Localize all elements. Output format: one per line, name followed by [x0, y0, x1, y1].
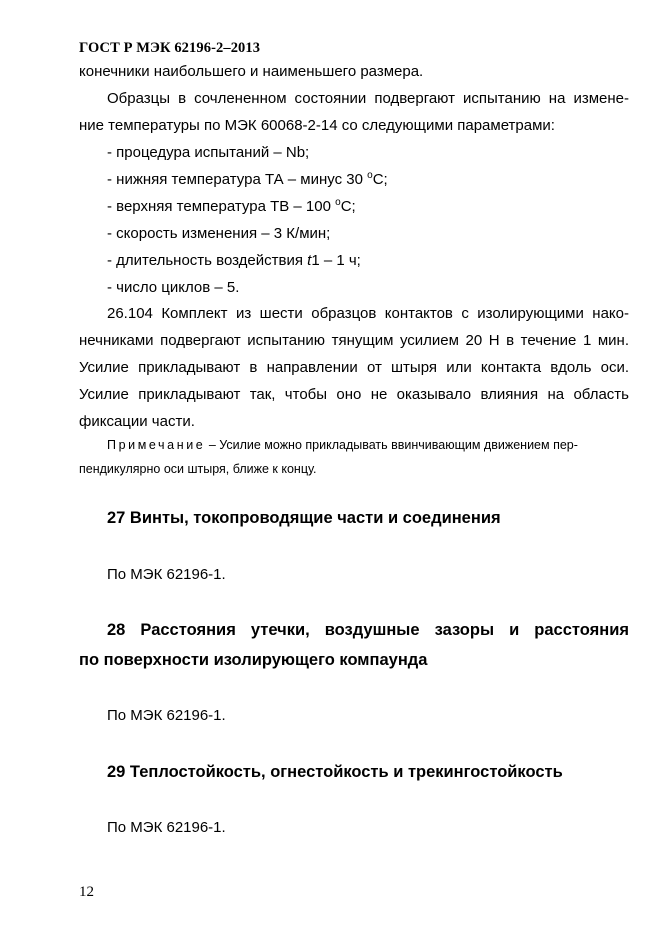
section-heading: 28 Расстояния утечки, воздушные зазоры и расстояния — [107, 621, 629, 639]
parameter-text: - нижняя температура ТА – минус 30 — [107, 171, 368, 188]
text-line: Образцы в сочлененном состоянии подвергают испытанию на измене- — [107, 90, 629, 107]
section-body: По МЭК 62196-1. — [107, 819, 226, 836]
note-line: пендикулярно оси штыря, ближе к концу. — [79, 462, 317, 476]
text-line: ние температуры по МЭК 60068-2-14 со следующими параметрами: — [79, 117, 555, 134]
text-line: конечники наибольшего и наименьшего размера. — [79, 63, 424, 80]
degree-sign: o — [367, 170, 373, 181]
text-line: фиксации части. — [79, 413, 195, 430]
text-line: 26.104 Комплект из шести образцов контактов с изолирующими нако- — [107, 305, 629, 322]
note-label: Примечание — [107, 438, 206, 452]
note-line — [107, 437, 578, 453]
parameter-symbol: t — [307, 252, 312, 269]
parameter-unit: С; — [372, 171, 388, 188]
parameter-unit: С; — [340, 198, 356, 215]
parameter-item: - процедура испытаний – Nb; — [107, 144, 310, 161]
text-line: Усилие прикладывают в направлении от штыря или контакта вдоль оси. — [79, 359, 629, 376]
document-header: ГОСТ Р МЭК 62196-2–2013 — [79, 40, 261, 56]
parameter-item — [107, 252, 361, 270]
page-number: 12 — [79, 884, 94, 900]
parameter-value: 1 – 1 ч; — [311, 252, 361, 269]
parameter-item: - число циклов – 5. — [107, 279, 240, 296]
text-line: Усилие прикладывают так, чтобы оно не оказывало влияния на область — [79, 386, 629, 403]
parameter-text: - длительность воздействия — [107, 252, 308, 269]
parameter-item: - скорость изменения – 3 К/мин; — [107, 225, 331, 242]
section-heading: 27 Винты, токопроводящие части и соединения — [107, 509, 501, 527]
section-body: По МЭК 62196-1. — [107, 566, 226, 583]
section-heading: 29 Теплостойкость, огнестойкость и трекингостойкость — [107, 763, 563, 781]
note-text: – Усилие можно прикладывать ввинчивающим движением пер- — [205, 438, 578, 452]
parameter-item — [107, 171, 388, 189]
section-heading: по поверхности изолирующего компаунда — [79, 651, 428, 669]
degree-sign: o — [335, 197, 341, 208]
parameter-text: - верхняя температура ТВ – 100 — [107, 198, 336, 215]
section-body: По МЭК 62196-1. — [107, 707, 226, 724]
parameter-item — [107, 198, 356, 216]
text-line: нечниками подвергают испытанию тянущим усилием 20 Н в течение 1 мин. — [79, 332, 629, 349]
